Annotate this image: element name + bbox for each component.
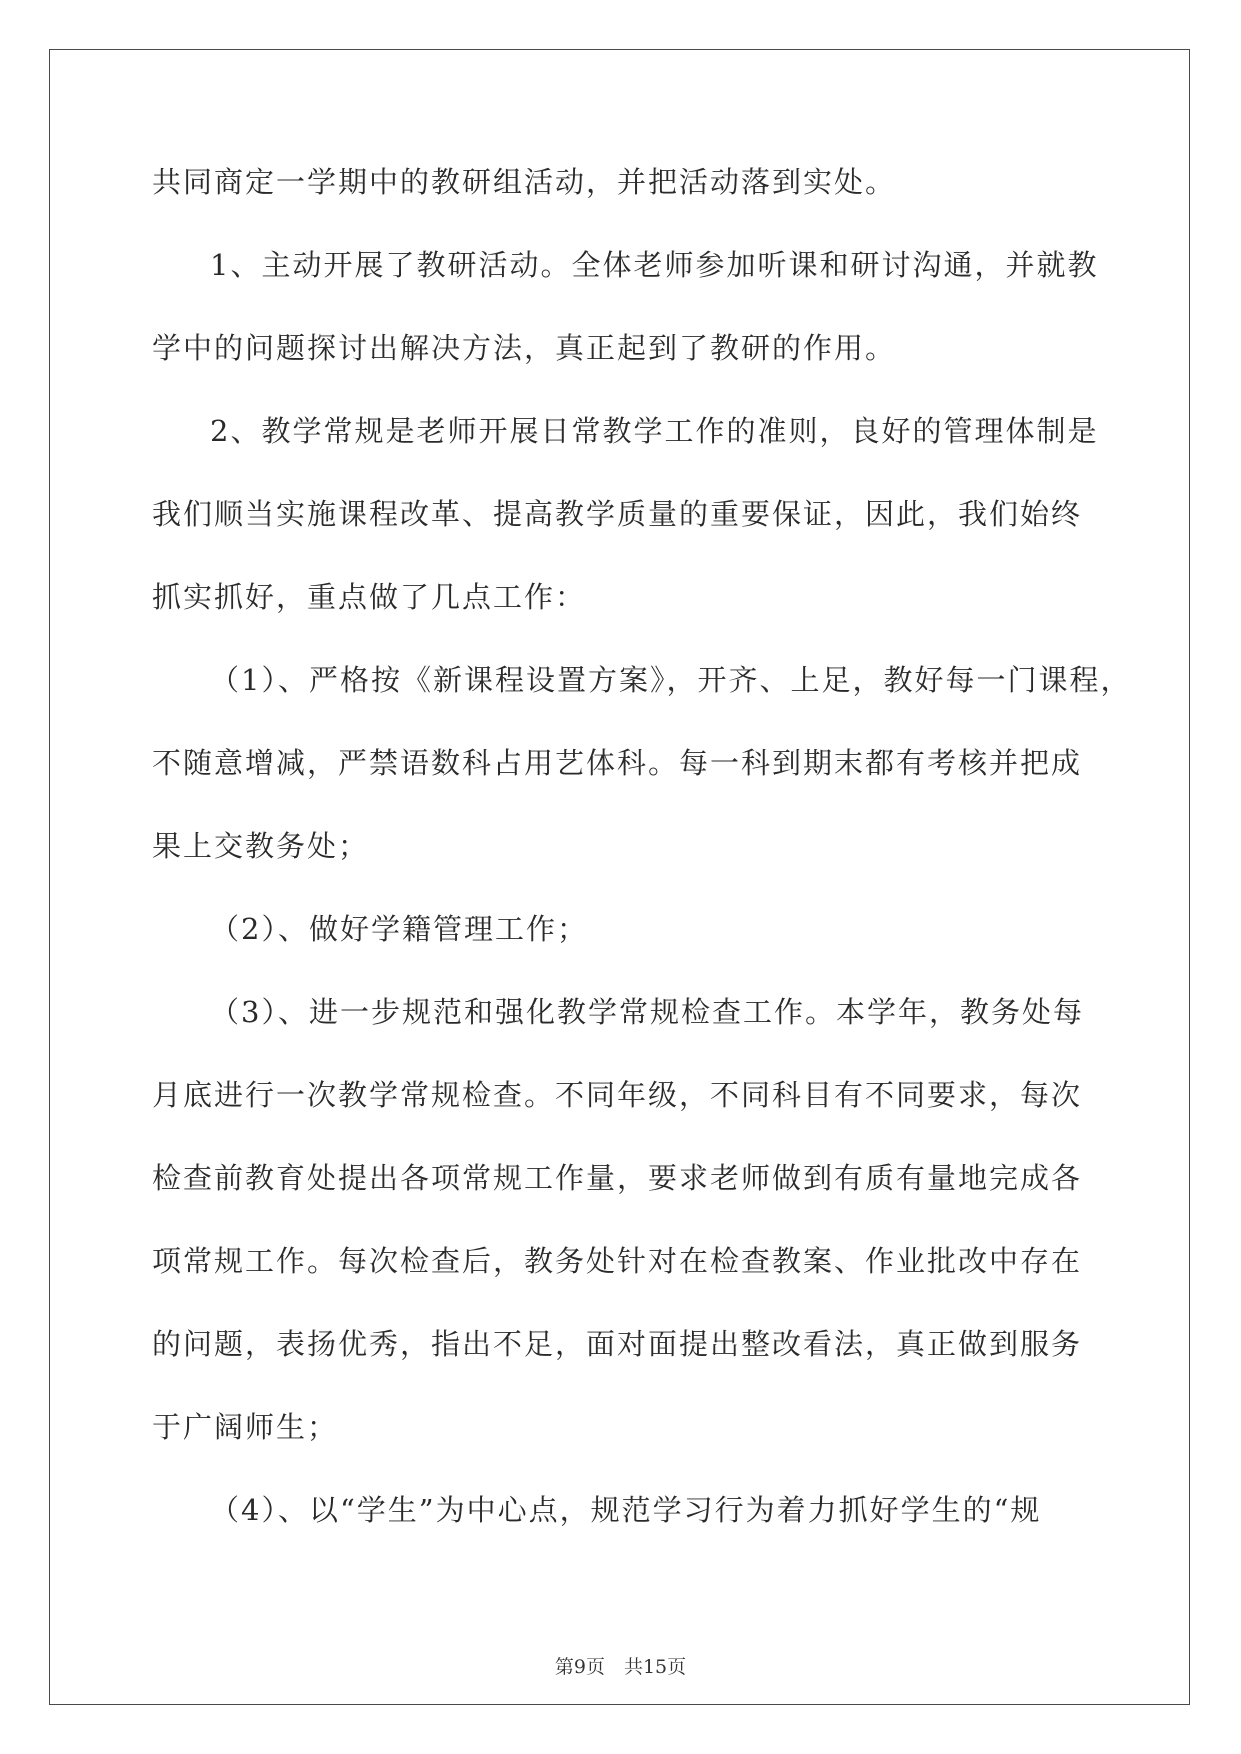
text-line: （3）、进一步规范和强化教学常规检查工作。本学年，教务处每	[210, 995, 1084, 1029]
text-line: （1）、严格按《新课程设置方案》，开齐、上足，教好每一门课程，	[210, 663, 1132, 697]
text-line: 我们顺当实施课程改革、提高教学质量的重要保证，因此，我们始终	[152, 497, 1083, 531]
text-line: 的问题，表扬优秀，指出不足，面对面提出整改看法，真正做到服务	[152, 1327, 1083, 1361]
document-body	[152, 162, 1132, 1573]
text-line: 检查前教育处提出各项常规工作量，要求老师做到有质有量地完成各	[152, 1161, 1083, 1195]
text-line: 不随意增减，严禁语数科占用艺体科。每一科到期末都有考核并把成	[152, 746, 1083, 780]
text-line: 2、教学常规是老师开展日常教学工作的准则，良好的管理体制是	[210, 414, 1099, 448]
text-line: 于广阔师生；	[152, 1410, 339, 1444]
text-line: 月底进行一次教学常规检查。不同年级，不同科目有不同要求，每次	[152, 1078, 1083, 1112]
page-number-label: 第9页 共15页	[554, 1656, 687, 1678]
text-line: 果上交教务处；	[152, 829, 370, 863]
text-line: 项常规工作。每次检查后，教务处针对在检查教案、作业批改中存在	[152, 1244, 1083, 1278]
text-line: 共同商定一学期中的教研组活动，并把活动落到实处。	[152, 165, 897, 199]
text-line: 1、主动开展了教研活动。全体老师参加听课和研讨沟通，并就教	[210, 248, 1099, 282]
page-footer	[0, 1652, 1241, 1679]
text-line: （4）、以“学生”为中心点，规范学习行为着力抓好学生的“规	[210, 1493, 1042, 1527]
text-line: 学中的问题探讨出解决方法，真正起到了教研的作用。	[152, 331, 897, 365]
text-line: （2）、做好学籍管理工作；	[210, 912, 588, 946]
text-line: 抓实抓好，重点做了几点工作：	[152, 580, 587, 614]
